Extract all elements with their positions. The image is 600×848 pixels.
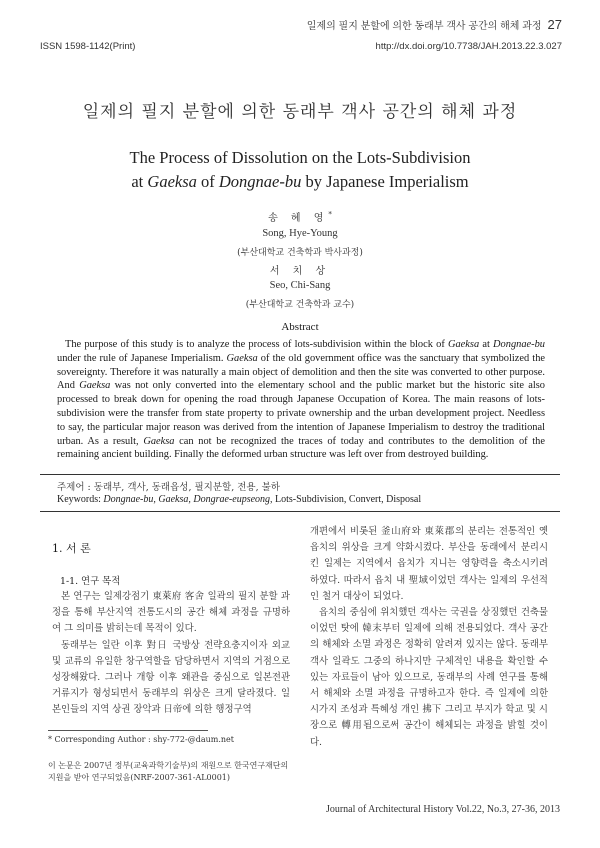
abstract-heading: Abstract: [281, 321, 319, 333]
abstract-text: of the old government office was the sanctuary that symbolized the sovereignty. Therefore it was naturally a main object of demolition and then the site was converted to other purpose. And: [57, 352, 545, 392]
title-word: at: [131, 172, 144, 191]
left-column: [52, 589, 290, 719]
body-paragraph: 동래부는 일란 이후 對日 국방상 전략요충지이자 외교 및 교류의 유일한 창구역할을 담당하면서 지역의 거점으로 성장해왔다. 그러나 개항 이후 왜관을 중심으로 일본전관거류지가 형성되면서 동래부의 위상은 크게 달라졌다. 일본인들의 지역 상권 장악과 日帝에 의한 행정구역: [52, 639, 290, 716]
footnote-corresponding-author: * Corresponding Author : shy-772-@daum.net: [48, 735, 234, 744]
title-dongnae: Dongnae-bu: [218, 172, 302, 191]
keywords-plain: Lots-Subdivision, Convert, Disposal: [275, 494, 422, 505]
section-heading: 1. 서 론: [52, 542, 91, 555]
body-paragraph: 읍치의 중심에 위치했던 객사는 국권을 상징했던 건축물이었던 탓에 韓末부터 일제에 의해 전용되었다. 객사 공간의 해체와 소멸 과정은 정확히 알려져 있지는 않다. 동래부 객사 일곽도 그중의 하나지만 구체적인 내용을 확인할 수 있는 자료들이 남아 있으므로, 동래부의 사례 연구를 통해서 해체와 소멸 과정을 규명하고자 한다. 즉 일제에 의한 시가지 조성과 특혜성 개인 拂下 그리고 부지가 학교 및 시장으로 轉用됨으로써 공간이 해체되는 과정을 밝힐 것이다.: [310, 607, 548, 748]
body-paragraph: 개편에서 비롯된 釜山府와 東萊郡의 분리는 전통적인 옛 읍치의 위상을 크게 약화시켰다. 부산을 동래에서 분리시킨 일제는 지역에서 읍치가 지니는 영향력을 축소시키려 하였다. 따라서 읍치 내 聖域이었던 객사는 일제의 우선적인 철거 대상이 되었다.: [310, 526, 548, 602]
title-korean: 일제의 필지 분할에 의한 동래부 객사 공간의 해체 과정: [82, 102, 518, 122]
abstract-text: can not be recognized the traces of today and contributes to the demolition of the remaining ancient building. Finally the deformed urban structure was left over from destroyed building.: [57, 435, 545, 461]
author-2-korean: 서 치 상: [269, 266, 331, 277]
abstract-text: was not only converted into the elementary school and the public market but the historic site also processed to break down for opening the road through Japanese Occupation of Korea. The main reasons of lots-subdivision were the transfer from state property to private ownership and the urban development project. Needless to say, the particular major reason was derived from the intention of Japanese Imperialism to destroy the traditional urban. As a result,: [57, 380, 545, 447]
corresponding-mark: *: [328, 210, 332, 219]
footer-journal-info: Journal of Architectural History Vol.22, No.3, 27-36, 2013: [325, 804, 560, 815]
title-english-line2: [0, 170, 600, 194]
title-english: [0, 146, 600, 194]
doi-link[interactable]: http://dx.doi.org/10.7738/JAH.2013.22.3.027: [375, 41, 562, 52]
abstract-text: under the rule of Japanese Imperialism.: [57, 352, 227, 364]
page-number: 27: [547, 17, 562, 32]
running-header: [307, 17, 562, 32]
left-column-body: [52, 589, 290, 719]
abstract-text: at: [479, 339, 494, 350]
keywords-english: [57, 494, 421, 505]
title-english-line1: The Process of Dissolution on the Lots-Subdivision: [129, 148, 471, 167]
author-1-english: Song, Hye-Young: [262, 228, 338, 239]
author-1-name-kr: 송 혜 영: [268, 213, 329, 224]
footnote-rule: [48, 730, 208, 731]
abstract-text: The purpose of this study is to analyze the process of lots-subdivision within the block of: [65, 339, 448, 350]
keywords-top-rule: [40, 474, 560, 475]
abstract-italic-term: Dongnae-bu: [493, 339, 545, 350]
keywords-bottom-rule: [40, 511, 560, 512]
author-2-english: Seo, Chi-Sang: [269, 280, 331, 291]
author-2-affiliation: (부산대학교 건축학과 교수): [245, 300, 355, 310]
right-column: [310, 524, 548, 751]
keywords-korean: 주제어 : 동래부, 객사, 동래읍성, 필지분할, 전용, 불하: [57, 482, 280, 493]
abstract-italic-term: Gaeksa: [226, 352, 258, 364]
title-word: of: [201, 172, 215, 191]
body-paragraph: 본 연구는 일제강점기 東萊府 客舍 일곽의 필지 분할 과정을 통해 부산지역 전통도시의 공간 해체 과정을 규명하여 그 의미를 밝히는데 목적이 있다.: [52, 591, 290, 635]
author-1-korean: [0, 209, 600, 224]
subsection-heading: 1-1. 연구 목적: [60, 576, 121, 587]
abstract-italic-term: Gaeksa: [79, 380, 111, 392]
author-1-affiliation: (부산대학교 건축학과 박사과정): [237, 248, 363, 258]
title-gaeksa: Gaeksa: [147, 172, 197, 191]
abstract-italic-term: Gaeksa: [447, 339, 480, 350]
keywords-label: Keywords:: [57, 494, 101, 505]
abstract-body: [57, 338, 545, 462]
running-title: 일제의 필지 분할에 의한 동래부 객사 공간의 해체 과정: [306, 21, 542, 32]
footnote-grant: 이 논문은 2007년 정부(교육과학기술부)의 재원으로 한국연구재단의 지원을 받아 연구되었음(NRF-2007-361-AL0001): [48, 761, 289, 782]
title-rest: by Japanese Imperialism: [305, 172, 469, 191]
issn: ISSN 1598-1142(Print): [40, 41, 136, 52]
abstract-italic-term: Gaeksa: [143, 435, 175, 447]
keywords-italic: Dongnae-bu, Gaeksa, Dongrae-eupseong,: [103, 494, 273, 505]
